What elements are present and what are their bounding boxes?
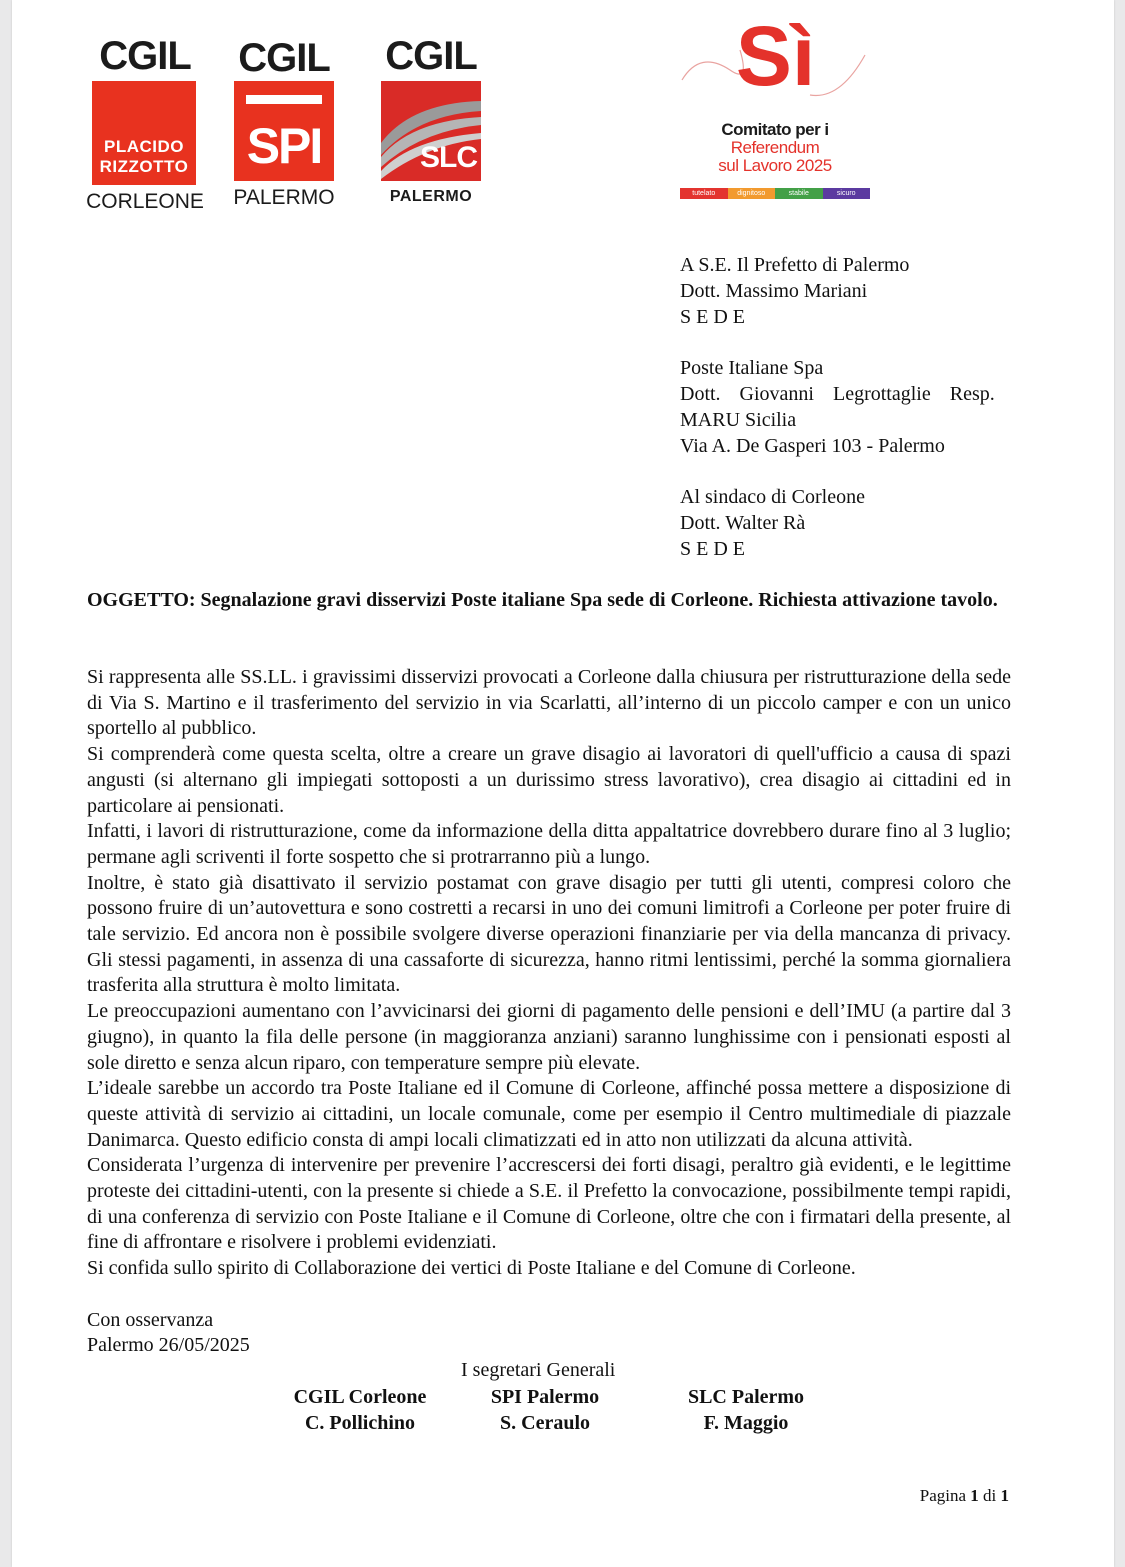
slc-palermo-logo	[379, 36, 483, 205]
spi-mark: SPI	[246, 118, 322, 174]
referendum-bar-segment: dignitoso	[728, 188, 776, 199]
page-sep: di	[983, 1486, 997, 1505]
signer-org: CGIL Corleone	[293, 1386, 427, 1408]
signer-cgil-corleone	[284, 1384, 436, 1436]
recipient-line: Poste Italiane Spa	[680, 357, 824, 380]
spi-palermo-logo	[232, 38, 336, 208]
recipient-line: Via A. De Gasperi 103 - Palermo	[680, 434, 945, 457]
signer-name: F. Maggio	[703, 1412, 789, 1434]
signer-org: SLC Palermo	[687, 1386, 805, 1408]
subject: OGGETTO: Segnalazione gravi disservizi Poste italiane Spa sede di Corleone. Richiesta attivazione tavolo.	[87, 589, 998, 611]
cgil-corleone-line1: PLACIDO	[104, 137, 184, 156]
recipient-line: A S.E. Il Prefetto di Palermo	[680, 254, 910, 276]
recipient-line: MARU Sicilia	[680, 408, 797, 431]
signers-heading: I segretari Generali	[461, 1359, 616, 1381]
page-current: 1	[970, 1486, 979, 1505]
body-paragraph: Inoltre, è stato già disattivato il servizio postamat con grave disagio per tutti gli utenti, compresi coloro che possono fruire di un’autovettura e sono costretti a recarsi in uno dei comuni limitrofi a Corleone per poter fruire di tale servizio. Ed ancora non è possibile svolgere diverse operazioni finanziarie per via della mancanza di privacy. Gli stessi pagamenti, in assenza di una cassaforte di sicurezza, hanno ritmi lentissimi, perché la somma giornaliera trasferita alla struttura è molto limitata.	[87, 871, 1011, 997]
recipient-line: Al sindaco di Corleone	[680, 486, 865, 509]
recipients	[680, 253, 1010, 588]
document-page	[12, 0, 1114, 1567]
cgil-corleone-logo	[86, 36, 204, 212]
slc-mark: SLC	[420, 141, 477, 174]
cgil-corleone-red-box	[92, 81, 196, 185]
recipient-prefetto	[680, 253, 1010, 330]
cgil-corleone-place: CORLEONE	[86, 190, 204, 213]
closing	[87, 1308, 250, 1358]
recipient-poste	[680, 356, 1010, 459]
body-paragraph: Le preoccupazioni aumentano con l’avvicinarsi dei giorni di pagamento delle pensioni e dell’IMU (a partire dal 3 giugno), in quanto la fila delle persone (in maggioranza anziani) saranno lunghissime con i pensionati esposti al sole diretto e senza alcun riparo, con temperature sempre più elevate.	[87, 1000, 1011, 1074]
recipient-line: S E D E	[680, 537, 745, 560]
body-paragraph: Si comprenderà come questa scelta, oltre a creare un grave disagio ai lavoratori di quell'ufficio a causa di spazi angusti (si alternano gli impiegati sottoposti a un durissimo stress lavorativo), crea disagio ai cittadini ed in particolare ai pensionati.	[87, 743, 1011, 817]
spi-brand: CGIL	[238, 36, 330, 80]
closing-place-date: Palermo 26/05/2025	[87, 1334, 250, 1356]
closing-greeting: Con osservanza	[87, 1309, 214, 1331]
signer-name: S. Ceraulo	[500, 1412, 590, 1434]
recipient-sindaco	[680, 485, 1010, 562]
body-paragraph: Si confida sullo spirito di Collaborazione dei vertici di Poste Italiane e del Comune di Corleone.	[87, 1257, 856, 1280]
slc-place: PALERMO	[389, 188, 473, 205]
referendum-mark: Sì	[735, 9, 816, 103]
referendum-bar-segment: sicuro	[823, 188, 871, 199]
spi-place: PALERMO	[233, 186, 335, 209]
body-paragraph: Considerata l’urgenza di intervenire per prevenire l’accrescersi dei forti disagi, peraltro già evidenti, e le legittime proteste dei cittadini-utenti, con la presente si chiede a S.E. il Prefetto la convocazione, possibilmente tempi rapidi, di una conferenza di servizio con Poste Italiane e il Comune di Corleone, oltre che con i firmatari della presente, al fine di affrontare e risolvere i problemi evidenziati.	[87, 1154, 1011, 1254]
recipient-line: S E D E	[680, 305, 745, 328]
cgil-corleone-line2: RIZZOTTO	[99, 157, 189, 176]
signer-org: SPI Palermo	[490, 1386, 600, 1408]
recipient-line-text: Dott. Giovanni Legrottaglie Resp.	[680, 382, 995, 405]
referendum-logo	[680, 10, 870, 210]
signer-slc-palermo	[680, 1384, 812, 1436]
body-paragraph: Si rappresenta alle SS.LL. i gravissimi disservizi provocati a Corleone dalla chiusura per ristrutturazione della sede di Via S. Martino e il trasferimento del servizio in via Scarlatti, all’interno di un piccolo camper e con un unico sportello al pubblico.	[87, 666, 1011, 740]
signer-spi-palermo	[480, 1384, 610, 1436]
page-prefix: Pagina	[919, 1486, 967, 1505]
referendum-color-bar	[680, 188, 870, 199]
signer-name: C. Pollichino	[304, 1412, 415, 1434]
referendum-line2: Referendum	[730, 138, 820, 157]
referendum-bar-segment: tutelato	[680, 188, 728, 199]
body-paragraph: L’ideale sarebbe un accordo tra Poste Italiane ed il Comune di Corleone, affinché possa mettere a disposizione di queste attività di servizio ai cittadini, un locale comunale, come per esempio il Centro multimediale di piazzale Danimarca. Questo edificio consta di ampi locali climatizzati ed in atto non utilizzati da alcuna attività.	[87, 1077, 1011, 1151]
body-paragraph: Infatti, i lavori di ristrutturazione, come da informazione della ditta appaltatrice dovrebbero durare fino al 3 luglio; permane agli scriventi il forte sospetto che si protrarranno più a lungo.	[87, 820, 1011, 868]
page-total: 1	[1000, 1486, 1009, 1505]
recipient-line	[680, 382, 1010, 408]
page-number	[920, 1486, 1009, 1506]
recipient-line: Dott. Massimo Mariani	[680, 279, 868, 302]
referendum-line1: Comitato per i	[721, 120, 829, 139]
recipient-line: Dott. Walter Rà	[680, 511, 806, 534]
spi-bar-top	[246, 95, 322, 104]
referendum-bar-segment: stabile	[775, 188, 823, 199]
slc-red-box	[381, 81, 481, 181]
letter-body	[87, 665, 1011, 1282]
cgil-corleone-brand: CGIL	[99, 34, 191, 78]
referendum-line3: sul Lavoro 2025	[718, 156, 832, 175]
spi-red-box	[234, 81, 334, 181]
slc-brand: CGIL	[385, 34, 477, 78]
